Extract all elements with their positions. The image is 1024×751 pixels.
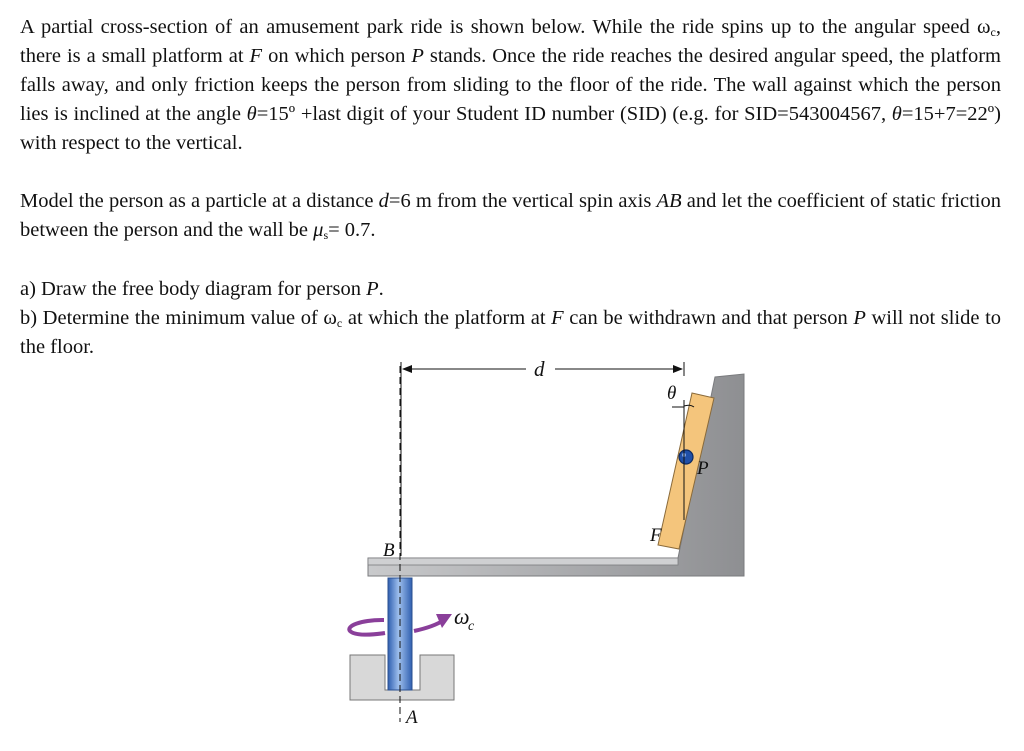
label-A: A [406,707,418,728]
problem-paragraph-2: Model the person as a particle at a distance d=6 m from the vertical spin axis AB and let the coefficient of static friction between the person and the wall be $\mu_s= 0.7$. [20,190,1002,242]
label-omega-sub: c [468,619,475,634]
label-theta: θ [667,383,677,404]
part-a: a) Draw the free body diagram for person P. [20,278,384,300]
label-d: d [534,357,545,381]
rotation-arrow-icon [349,620,385,635]
floor-top-edge [368,558,678,565]
label-omega: ω [454,604,470,629]
label-B: B [383,540,395,561]
label-P: P [697,458,709,479]
person-particle [679,450,693,464]
label-F: F [650,525,662,546]
problem-paragraph-1: A partial cross-section of an amusement park ride is shown below. While the ride spins up to the angular speed $\omega_c$, there is a small platform at F on which person P stands. Once the ride reaches the desired angular speed, the platform falls away, and only friction keeps the person from sliding to the floor of the ride. The wall against which the person lies is inclined at the angle θ=15º +last digit of your Student ID number (SID) (e.g. for SID=543004567, θ=15+7=22º) with respect to the vertical. [20,16,1001,154]
part-b: b) Determine the minimum value of $\omega_c$ at which the platform at F can be withdrawn and that person P will not slide to the floor. [20,307,1002,358]
